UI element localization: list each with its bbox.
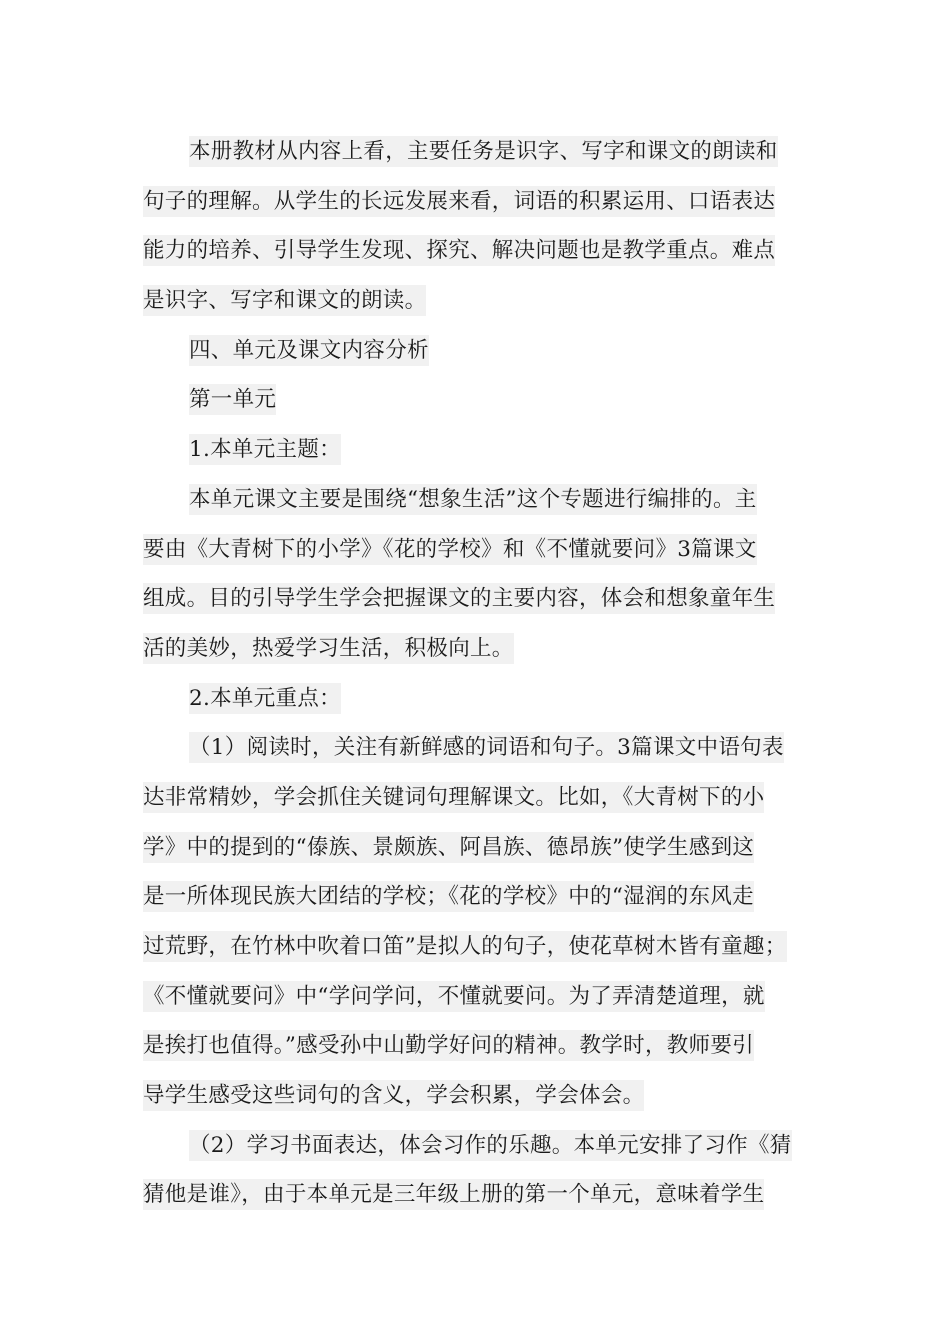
line-text: 过荒野，在竹林中吹着口笛”是拟人的句子，使花草树木皆有童趣； xyxy=(143,931,787,962)
line-text: 本册教材从内容上看，主要任务是识字、写字和课文的朗读和 xyxy=(189,136,778,167)
text-line xyxy=(143,574,833,624)
text-line xyxy=(143,972,833,1022)
text-line xyxy=(143,1170,833,1220)
document-page xyxy=(143,127,833,1220)
text-line xyxy=(143,127,833,177)
line-text: 学》中的提到的“傣族、景颇族、阿昌族、德昂族”使学生感到这 xyxy=(143,832,754,863)
line-text: 是一所体现民族大团结的学校；《花的学校》中的“湿润的东风走 xyxy=(143,881,754,912)
text-line xyxy=(143,723,833,773)
line-text: 本单元课文主要是围绕“想象生活”这个专题进行编排的。主 xyxy=(189,484,757,515)
text-line xyxy=(143,823,833,873)
text-line xyxy=(143,177,833,227)
unit-heading xyxy=(143,375,833,425)
text-line xyxy=(143,1021,833,1071)
text-line xyxy=(143,1121,833,1171)
line-text: 要由《大青树下的小学》《花的学校》和《不懂就要问》3篇课文 xyxy=(143,534,757,565)
line-text: 导学生感受这些词句的含义，学会积累，学会体会。 xyxy=(143,1080,644,1111)
line-text: 达非常精妙，学会抓住关键词句理解课文。比如，《大青树下的小 xyxy=(143,782,764,813)
line-text: 是挨打也值得。”感受孙中山勤学好问的精神。教学时，教师要引 xyxy=(143,1030,754,1061)
line-text: （2）学习书面表达，体会习作的乐趣。本单元安排了习作《猜 xyxy=(189,1130,792,1161)
text-line xyxy=(143,226,833,276)
line-text: 2.本单元重点： xyxy=(189,683,341,714)
line-text: 活的美妙，热爱学习生活，积极向上。 xyxy=(143,633,514,664)
text-line xyxy=(143,922,833,972)
line-text: 组成。目的引导学生学会把握课文的主要内容，体会和想象童年生 xyxy=(143,583,775,614)
text-line xyxy=(143,872,833,922)
line-text: （1）阅读时，关注有新鲜感的词语和句子。3篇课文中语句表 xyxy=(189,732,784,763)
line-text: 四、单元及课文内容分析 xyxy=(189,335,429,366)
subheading xyxy=(143,425,833,475)
line-text: 第一单元 xyxy=(189,384,276,415)
line-text: 猜他是谁》，由于本单元是三年级上册的第一个单元，意味着学生 xyxy=(143,1179,764,1210)
text-line xyxy=(143,624,833,674)
text-line xyxy=(143,525,833,575)
text-line xyxy=(143,1071,833,1121)
line-text: 《不懂就要问》中“学问学问，不懂就要问。为了弄清楚道理，就 xyxy=(143,981,765,1012)
line-text: 句子的理解。从学生的长远发展来看，词语的积累运用、口语表达 xyxy=(143,186,775,217)
line-text: 能力的培养、引导学生发现、探究、解决问题也是教学重点。难点 xyxy=(143,235,775,266)
line-text: 是识字、写字和课文的朗读。 xyxy=(143,285,426,316)
text-line xyxy=(143,276,833,326)
text-line xyxy=(143,475,833,525)
subheading xyxy=(143,674,833,724)
text-line xyxy=(143,773,833,823)
line-text: 1.本单元主题： xyxy=(189,434,341,465)
section-heading xyxy=(143,326,833,376)
